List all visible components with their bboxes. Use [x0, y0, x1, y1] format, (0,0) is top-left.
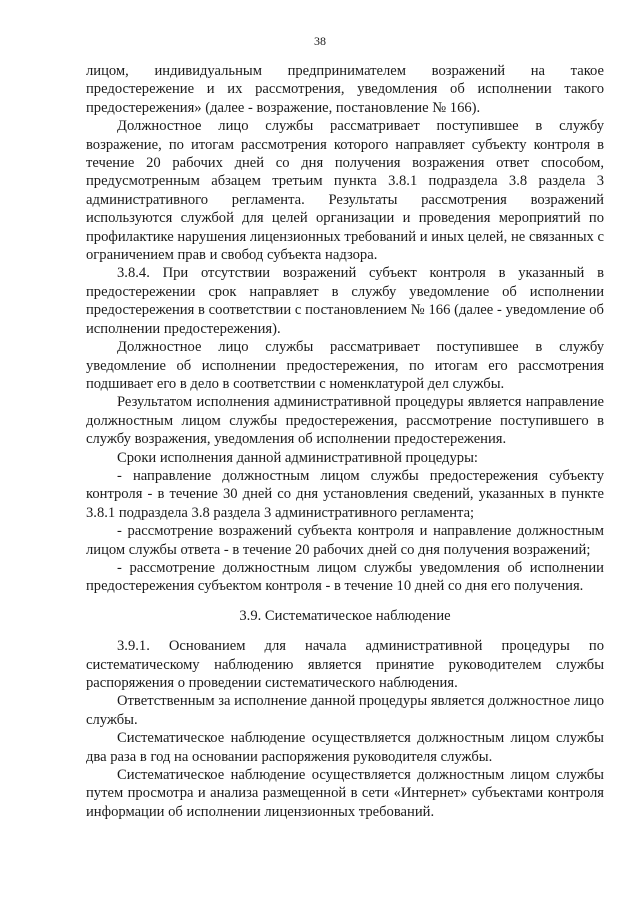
paragraph-2: Должностное лицо службы рассматривает поступившее в службу возражение, по итогам рассмотрения которого направляет субъекту контроля в течение 20 рабочих дней со дня получения возражения ответ способом, предусмотренным абзацем третьим пункта 3.8.1 подраздела 3.8 раздела 3 административного регламента. Результаты рассмотрения возражений используются службой для целей организации и проведения мероприятий по профилактике нарушения лицензионных требований и иных целей, не связанных с ограничением прав и свобод субъекта надзора.	[86, 118, 604, 264]
list-item-2: - рассмотрение возражений субъекта контроля и направление должностным лицом службы ответа - в течение 20 рабочих дней со дня получения возражений;	[86, 523, 604, 558]
paragraph-3: 3.8.4. При отсутствии возражений субъект контроля в указанный в предостережении срок направляет в службу уведомление об исполнении предостережения в соответствии с постановлением № 166 (далее - уведомление об исполнении предостережения).	[86, 265, 604, 337]
paragraphs-after	[86, 637, 604, 821]
paragraphs-before	[86, 62, 604, 596]
list-item-1: - направление должностным лицом службы предостережения субъекту контроля - в течение 30 дней со дня установления сведений, указанных в пункте 3.8.1 подраздела 3.8 раздела 3 административного регламента;	[86, 467, 604, 521]
document-body	[86, 62, 604, 821]
paragraph-7: 3.9.1. Основанием для начала административной процедуры по систематическому наблюдению является принятие руководителем службы распоряжения о проведении систематического наблюдения.	[86, 638, 604, 691]
paragraph-5: Результатом исполнения административной процедуры является направление должностным лицом службы предостережения, рассмотрение поступившего в службу возражения, уведомления об исполнении предостережения.	[86, 394, 604, 448]
paragraph-8: Ответственным за исполнение данной процедуры является должностное лицо службы.	[86, 693, 604, 728]
paragraph-10: Систематическое наблюдение осуществляется должностным лицом службы путем просмотра и анализа размещенной в сети «Интернет» субъектами контроля информации об исполнении лицензионных требований.	[86, 767, 604, 820]
paragraph-4: Должностное лицо службы рассматривает поступившее в службу уведомление об исполнении предостережения, по итогам его рассмотрения подшивает его в дело в соответствии с номенклатурой дел службы.	[86, 339, 604, 392]
paragraph-6: Сроки исполнения данной административной процедуры:	[117, 449, 478, 466]
paragraph-1: лицом, индивидуальным предпринимателем возражений на такое предостережение и их рассмотрения, уведомления об исполнении такого предостережения» (далее - возражение, постановление № 166).	[86, 63, 604, 116]
page-number: 38	[314, 34, 326, 48]
section-heading: 3.9. Систематическое наблюдение	[239, 607, 451, 624]
list-item-3: - рассмотрение должностным лицом службы уведомления об исполнении предостережения субъектом контроля - в течение 10 дней со дня его получения.	[86, 559, 604, 595]
paragraph-9: Систематическое наблюдение осуществляется должностным лицом службы два раза в год на основании распоряжения руководителя службы.	[86, 730, 604, 765]
